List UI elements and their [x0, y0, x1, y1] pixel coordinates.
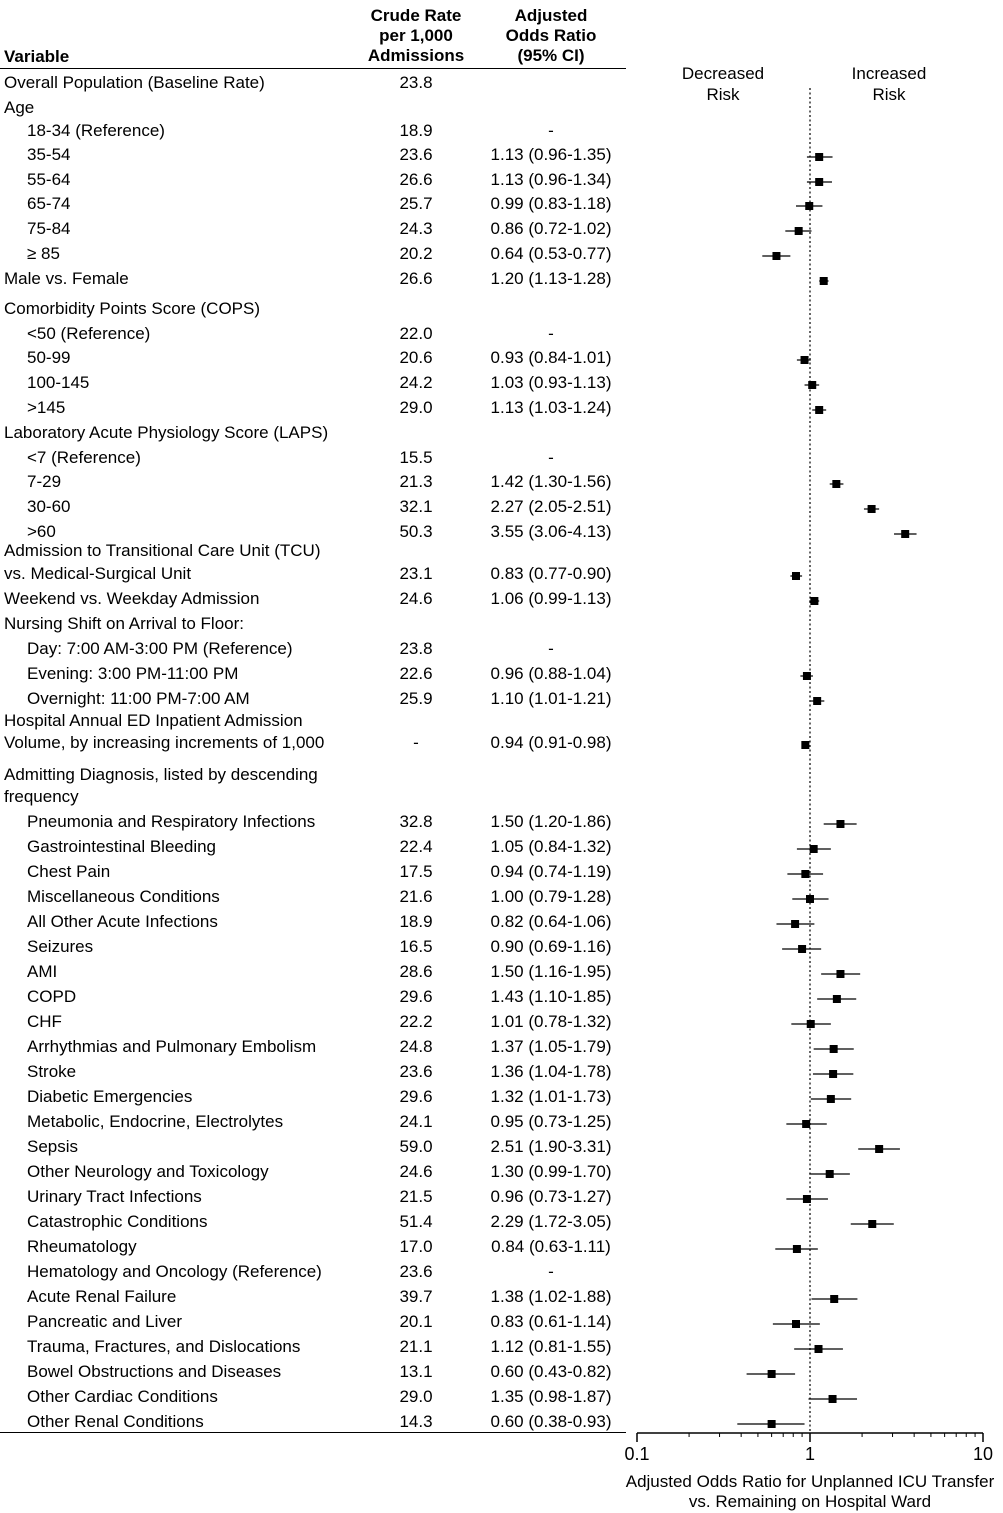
row-label: Comorbidity Points Score (COPS)	[4, 299, 261, 318]
crude-rate-cell: 23.6	[399, 1262, 433, 1281]
point-estimate	[795, 227, 803, 235]
crude-rate-cell: 13.1	[399, 1362, 433, 1381]
row-label: 35-54	[27, 145, 71, 164]
odds-ratio-cell: 1.03 (0.93-1.13)	[490, 373, 612, 392]
row-label: Nursing Shift on Arrival to Floor:	[4, 614, 244, 633]
header-crude-rate: Crude Rate per 1,000 Admissions	[367, 6, 465, 65]
odds-ratio-cell: 1.13 (0.96-1.34)	[490, 170, 612, 189]
row-label: Other Cardiac Conditions	[27, 1387, 218, 1406]
odds-ratio-cell: 2.29 (1.72-3.05)	[490, 1212, 612, 1231]
header-variable: Variable	[4, 47, 70, 66]
point-estimate	[802, 1120, 810, 1128]
row-label: Diabetic Emergencies	[27, 1087, 193, 1106]
row-label: Admission to Transitional Care Unit (TCU)	[4, 541, 321, 560]
crude-rate-cell: 32.1	[399, 497, 433, 516]
crude-rate-cell: 24.6	[399, 589, 433, 608]
point-estimate	[801, 356, 809, 364]
row-label: Trauma, Fractures, and Dislocations	[27, 1337, 301, 1356]
row-label: Male vs. Female	[4, 269, 129, 288]
odds-ratio-cell: -	[548, 1262, 554, 1281]
row-label: Pancreatic and Liver	[27, 1312, 182, 1331]
row-label: 7-29	[27, 472, 62, 491]
row-label: Volume, by increasing increments of 1,000	[4, 733, 325, 752]
crude-rate-cell: 23.1	[399, 564, 433, 583]
row-label: Overnight: 11:00 PM-7:00 AM	[27, 689, 250, 708]
crude-rate-cell: 29.6	[399, 987, 433, 1006]
odds-ratio-cell: 0.60 (0.43-0.82)	[490, 1362, 612, 1381]
increased-risk-label: Increased Risk	[851, 64, 927, 104]
point-estimate	[803, 672, 811, 680]
crude-rate-cell: 24.8	[399, 1037, 433, 1056]
point-estimate	[808, 381, 816, 389]
crude-rate-cell: 22.2	[399, 1012, 433, 1031]
crude-rate-cell: 20.1	[399, 1312, 433, 1331]
odds-ratio-cell: 1.36 (1.04-1.78)	[490, 1062, 612, 1081]
row-label: Bowel Obstructions and Diseases	[27, 1362, 282, 1381]
odds-ratio-cell: 3.55 (3.06-4.13)	[490, 522, 612, 541]
crude-rate-cell: 15.5	[399, 448, 433, 467]
crude-rate-cell: 21.3	[399, 472, 433, 491]
odds-ratio-cell: 0.83 (0.77-0.90)	[490, 564, 612, 583]
row-label: Other Neurology and Toxicology	[27, 1162, 269, 1181]
odds-ratio-cell: 1.38 (1.02-1.88)	[490, 1287, 612, 1306]
crude-rate-cell: 26.6	[399, 269, 433, 288]
point-estimate	[829, 1395, 837, 1403]
row-label: 75-84	[27, 219, 71, 238]
row-label: <7 (Reference)	[27, 448, 141, 467]
odds-ratio-cell: -	[548, 324, 554, 343]
odds-ratio-cell: 1.10 (1.01-1.21)	[490, 689, 612, 708]
crude-rate-cell: 23.8	[399, 639, 433, 658]
point-estimate	[807, 1020, 815, 1028]
point-estimate	[815, 1345, 823, 1353]
row-label: Day: 7:00 AM-3:00 PM (Reference)	[27, 639, 293, 658]
x-tick-label: 1	[804, 1444, 816, 1464]
row-label: Evening: 3:00 PM-11:00 PM	[27, 664, 239, 683]
row-label: Stroke	[27, 1062, 77, 1081]
crude-rate-cell: 24.6	[399, 1162, 433, 1181]
odds-ratio-cell: 0.82 (0.64-1.06)	[490, 912, 612, 931]
odds-ratio-cell: 1.05 (0.84-1.32)	[490, 837, 612, 856]
row-label: Hematology and Oncology (Reference)	[27, 1262, 322, 1281]
point-estimate	[803, 1195, 811, 1203]
row-label: vs. Medical-Surgical Unit	[4, 564, 192, 583]
row-label: Weekend vs. Weekday Admission	[4, 589, 260, 608]
odds-ratio-cell: -	[548, 639, 554, 658]
row-label: <50 (Reference)	[27, 324, 151, 343]
crude-rate-cell: 29.0	[399, 398, 433, 417]
point-estimate	[815, 406, 823, 414]
row-label: Laboratory Acute Physiology Score (LAPS)	[4, 423, 329, 442]
crude-rate-cell: 18.9	[399, 912, 433, 931]
crude-rate-cell: 26.6	[399, 170, 433, 189]
point-estimate	[772, 252, 780, 260]
point-estimate	[798, 945, 806, 953]
odds-ratio-cell: 1.50 (1.20-1.86)	[490, 812, 612, 831]
row-label: 18-34 (Reference)	[27, 121, 165, 140]
point-estimate	[815, 153, 823, 161]
point-estimate	[826, 1170, 834, 1178]
odds-ratio-cell: -	[548, 121, 554, 140]
point-estimate	[833, 995, 841, 1003]
crude-rate-cell: 17.5	[399, 862, 433, 881]
crude-rate-cell: 50.3	[399, 522, 433, 541]
point-estimate	[768, 1420, 776, 1428]
odds-ratio-cell: 2.27 (2.05-2.51)	[490, 497, 612, 516]
row-label: Urinary Tract Infections	[27, 1187, 202, 1206]
crude-rate-cell: 16.5	[399, 937, 433, 956]
crude-rate-cell: 24.1	[399, 1112, 433, 1131]
x-axis-label: Adjusted Odds Ratio for Unplanned ICU Transfer vs. Remaining on Hospital Ward	[625, 1472, 995, 1511]
crude-rate-cell: 21.6	[399, 887, 433, 906]
odds-ratio-cell: 0.90 (0.69-1.16)	[490, 937, 612, 956]
point-estimate	[793, 1245, 801, 1253]
crude-rate-cell: 14.3	[399, 1412, 433, 1431]
point-estimate	[810, 845, 818, 853]
odds-ratio-cell: 1.13 (1.03-1.24)	[490, 398, 612, 417]
odds-ratio-cell: 0.64 (0.53-0.77)	[490, 244, 612, 263]
row-label: 100-145	[27, 373, 90, 392]
odds-ratio-cell: 0.96 (0.73-1.27)	[490, 1187, 612, 1206]
row-label: COPD	[27, 987, 77, 1006]
point-estimate	[792, 1320, 800, 1328]
row-label: ≥ 85	[27, 244, 60, 263]
row-label: Overall Population (Baseline Rate)	[4, 73, 265, 92]
row-label: Other Renal Conditions	[27, 1412, 204, 1431]
row-label: Admitting Diagnosis, listed by descending	[4, 765, 318, 784]
point-estimate	[806, 895, 814, 903]
crude-rate-cell: 22.0	[399, 324, 433, 343]
odds-ratio-cell: 1.50 (1.16-1.95)	[490, 962, 612, 981]
row-label: AMI	[27, 962, 58, 981]
crude-rate-cell: 22.6	[399, 664, 433, 683]
row-label: frequency	[4, 787, 79, 806]
odds-ratio-cell: 0.96 (0.88-1.04)	[490, 664, 612, 683]
point-estimate	[801, 870, 809, 878]
x-tick-label: 0.1	[624, 1444, 650, 1464]
odds-ratio-cell: 1.42 (1.30-1.56)	[490, 472, 612, 491]
odds-ratio-cell: 1.20 (1.13-1.28)	[490, 269, 612, 288]
crude-rate-cell: 21.1	[399, 1337, 433, 1356]
crude-rate-cell: -	[413, 733, 419, 752]
crude-rate-cell: 29.6	[399, 1087, 433, 1106]
row-label: Gastrointestinal Bleeding	[27, 837, 217, 856]
point-estimate	[830, 1045, 838, 1053]
point-estimate	[820, 277, 828, 285]
odds-ratio-cell: 1.37 (1.05-1.79)	[490, 1037, 612, 1056]
odds-ratio-cell: 0.94 (0.91-0.98)	[490, 733, 612, 752]
crude-rate-cell: 32.8	[399, 812, 433, 831]
crude-rate-cell: 23.8	[399, 73, 433, 92]
crude-rate-cell: 25.9	[399, 689, 433, 708]
odds-ratio-cell: 0.99 (0.83-1.18)	[490, 194, 612, 213]
crude-rate-cell: 17.0	[399, 1237, 433, 1256]
row-label: Arrhythmias and Pulmonary Embolism	[27, 1037, 317, 1056]
odds-ratio-cell: 0.93 (0.84-1.01)	[490, 348, 612, 367]
header-adjusted-odds-ratio: Adjusted Odds Ratio (95% CI)	[505, 6, 597, 65]
odds-ratio-cell: 2.51 (1.90-3.31)	[490, 1137, 612, 1156]
decreased-risk-label: Decreased Risk	[681, 64, 765, 104]
row-label: CHF	[27, 1012, 62, 1031]
crude-rate-cell: 22.4	[399, 837, 433, 856]
row-label: Metabolic, Endocrine, Electrolytes	[27, 1112, 284, 1131]
odds-ratio-cell: 1.13 (0.96-1.35)	[490, 145, 612, 164]
point-estimate	[813, 697, 821, 705]
point-estimate	[827, 1095, 835, 1103]
row-label: Acute Renal Failure	[27, 1287, 177, 1306]
odds-ratio-cell: 1.30 (0.99-1.70)	[490, 1162, 612, 1181]
row-label: 50-99	[27, 348, 71, 367]
odds-ratio-cell: 1.01 (0.78-1.32)	[490, 1012, 612, 1031]
point-estimate	[815, 178, 823, 186]
row-label: 65-74	[27, 194, 71, 213]
row-label: Catastrophic Conditions	[27, 1212, 208, 1231]
odds-ratio-cell: 1.00 (0.79-1.28)	[490, 887, 612, 906]
odds-ratio-cell: 1.06 (0.99-1.13)	[490, 589, 612, 608]
crude-rate-cell: 23.6	[399, 1062, 433, 1081]
point-estimate	[875, 1145, 883, 1153]
crude-rate-cell: 59.0	[399, 1137, 433, 1156]
crude-rate-cell: 20.6	[399, 348, 433, 367]
row-label: Seizures	[27, 937, 94, 956]
row-label: >60	[27, 522, 56, 541]
odds-ratio-cell: 0.84 (0.63-1.11)	[491, 1237, 611, 1256]
odds-ratio-cell: 0.83 (0.61-1.14)	[490, 1312, 612, 1331]
crude-rate-cell: 29.0	[399, 1387, 433, 1406]
row-label: Chest Pain	[27, 862, 111, 881]
point-estimate	[832, 480, 840, 488]
odds-ratio-cell: -	[548, 448, 554, 467]
odds-ratio-cell: 0.86 (0.72-1.02)	[490, 219, 612, 238]
point-estimate	[810, 597, 818, 605]
crude-rate-cell: 20.2	[399, 244, 433, 263]
crude-rate-cell: 24.2	[399, 373, 433, 392]
crude-rate-cell: 51.4	[399, 1212, 433, 1231]
row-label: >145	[27, 398, 66, 417]
row-label: Sepsis	[27, 1137, 79, 1156]
point-estimate	[836, 820, 844, 828]
point-estimate	[829, 1070, 837, 1078]
point-estimate	[836, 970, 844, 978]
point-estimate	[901, 530, 909, 538]
crude-rate-cell: 23.6	[399, 145, 433, 164]
crude-rate-cell: 28.6	[399, 962, 433, 981]
odds-ratio-cell: 1.12 (0.81-1.55)	[490, 1337, 612, 1356]
point-estimate	[768, 1370, 776, 1378]
row-label: Pneumonia and Respiratory Infections	[27, 812, 316, 831]
point-estimate	[830, 1295, 838, 1303]
crude-rate-cell: 21.5	[399, 1187, 433, 1206]
row-label: 30-60	[27, 497, 71, 516]
point-estimate	[868, 1220, 876, 1228]
point-estimate	[805, 202, 813, 210]
point-estimate	[868, 505, 876, 513]
odds-ratio-cell: 1.35 (0.98-1.87)	[490, 1387, 612, 1406]
row-label: Age	[4, 98, 35, 117]
point-estimate	[792, 572, 800, 580]
point-estimate	[801, 741, 809, 749]
odds-ratio-cell: 0.95 (0.73-1.25)	[490, 1112, 612, 1131]
x-tick-label: 10	[972, 1444, 994, 1464]
row-label: Miscellaneous Conditions	[27, 887, 220, 906]
crude-rate-cell: 24.3	[399, 219, 433, 238]
crude-rate-cell: 18.9	[399, 121, 433, 140]
row-label: Hospital Annual ED Inpatient Admission	[4, 711, 303, 730]
odds-ratio-cell: 1.32 (1.01-1.73)	[490, 1087, 612, 1106]
point-estimate	[791, 920, 799, 928]
row-label: All Other Acute Infections	[27, 912, 218, 931]
odds-ratio-cell: 0.94 (0.74-1.19)	[490, 862, 612, 881]
crude-rate-cell: 39.7	[399, 1287, 433, 1306]
crude-rate-cell: 25.7	[399, 194, 433, 213]
odds-ratio-cell: 1.43 (1.10-1.85)	[490, 987, 612, 1006]
row-label: Rheumatology	[27, 1237, 137, 1256]
odds-ratio-cell: 0.60 (0.38-0.93)	[490, 1412, 612, 1431]
row-label: 55-64	[27, 170, 71, 189]
